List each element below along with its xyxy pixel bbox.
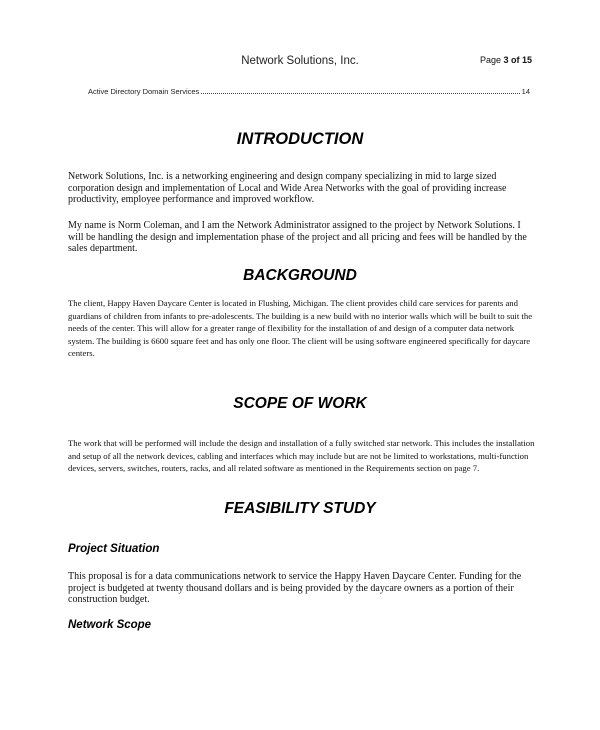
feasibility-heading: FEASIBILITY STUDY	[224, 500, 376, 517]
project-situation-heading: Project Situation	[68, 543, 160, 555]
page-of: of	[508, 55, 523, 65]
toc-entry[interactable]	[88, 87, 530, 96]
project-situation-paragraph: This proposal is for a data communications network to service the Happy Haven Daycare Center. Funding for the project is budgeted at twenty thousand dollars and is being provided by the daycare owners as a portion of their construction budget.	[68, 571, 522, 605]
header-page-number	[480, 55, 532, 65]
introduction-heading: INTRODUCTION	[236, 130, 364, 148]
toc-leader-dots	[201, 93, 519, 94]
header-company-name: Network Solutions, Inc.	[241, 55, 359, 67]
scope-paragraph: The work that will be performed will include the design and installation of a fully switched star network. This includes the installation and setup of all the network devices, cabling and interfaces which may include but are not be limited to workstations, multi-function devices, servers, switches, routers, racks, and all related software as mentioned in the Requirements section on page 7.	[68, 438, 535, 473]
background-heading: BACKGROUND	[243, 267, 357, 284]
page-total: 15	[522, 55, 533, 65]
page-current: 3	[503, 55, 509, 65]
toc-entry-page: 14	[521, 87, 530, 96]
toc-entry-label: Active Directory Domain Services	[88, 87, 200, 96]
background-paragraph: The client, Happy Haven Daycare Center is located in Flushing, Michigan. The client provides child care services for parents and guardians of children from infants to pre-adolescents. The building is a new build with no interior walls which will be built to suit the needs of the center. This will allow for a greater range of flexibility for the installation of and design of a computer data network system. The building is 6600 square feet and has only one floor. The client will be using software engineered specifically for daycare centers.	[68, 298, 533, 358]
introduction-paragraph-2: My name is Norm Coleman, and I am the Network Administrator assigned to the project by Network Solutions. I will be handling the design and implementation phase of the project and all pricing and fees will be handled by the sales department.	[68, 220, 527, 254]
network-scope-heading: Network Scope	[68, 619, 152, 631]
introduction-paragraph-1: Network Solutions, Inc. is a networking engineering and design company specializing in mid to large sized corporation design and implementation of Local and Wide Area Networks with the goal of providing increase productivity, employee performance and improved workflow.	[68, 171, 507, 205]
page-prefix: Page	[480, 55, 504, 65]
scope-heading: SCOPE OF WORK	[233, 395, 367, 412]
